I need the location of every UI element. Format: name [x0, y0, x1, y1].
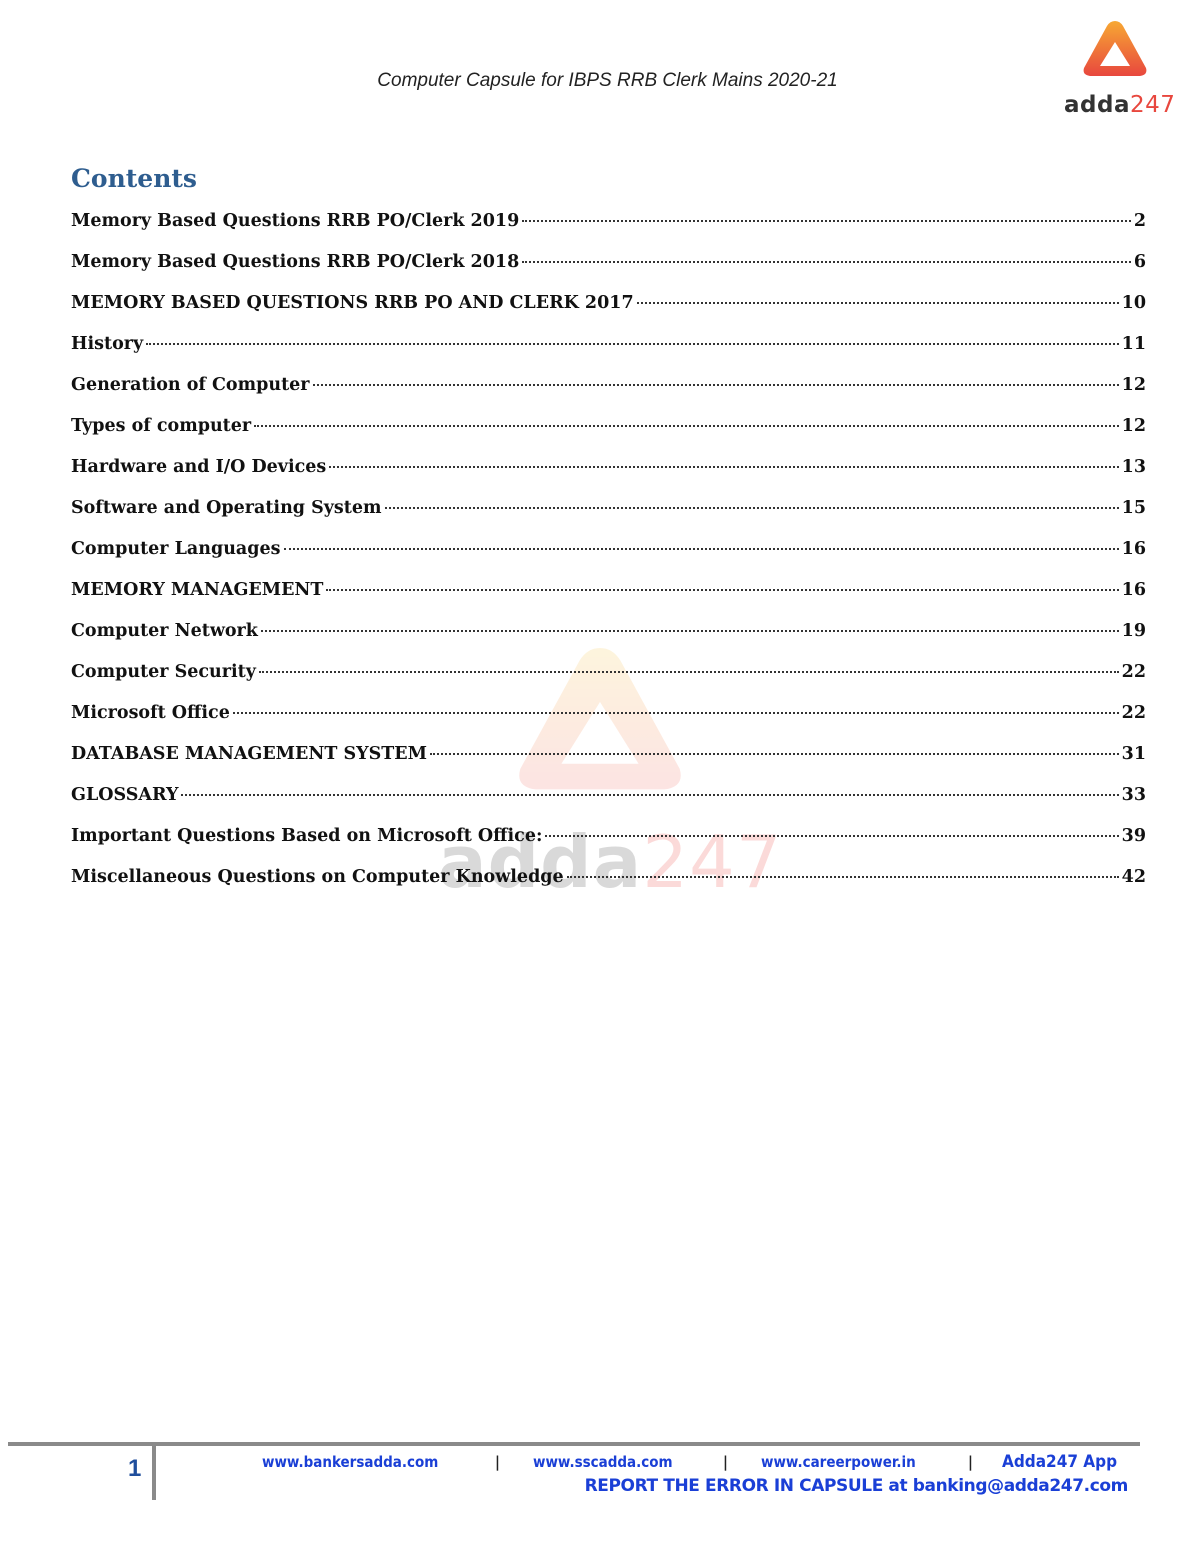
adda247-logo: [1060, 18, 1176, 118]
footer-separator: |: [495, 1453, 500, 1471]
toc-entry-page: 10: [1121, 293, 1146, 313]
toc-entry-page: 13: [1121, 457, 1146, 477]
toc-entry-page: 12: [1121, 375, 1146, 395]
toc-entry[interactable]: [71, 744, 1146, 785]
toc-dot-leader: [254, 425, 1119, 427]
toc-entry-title: MEMORY MANAGEMENT: [71, 580, 324, 600]
toc-entry-page: 22: [1121, 662, 1146, 682]
footer-divider: [8, 1442, 1140, 1446]
document-header-title: Computer Capsule for IBPS RRB Clerk Mains 2020-21: [377, 70, 838, 91]
toc-dot-leader: [329, 466, 1118, 468]
toc-entry-title: Software and Operating System: [71, 498, 382, 518]
toc-dot-leader: [261, 630, 1119, 632]
toc-dot-leader: [181, 794, 1118, 796]
toc-dot-leader: [326, 589, 1118, 591]
toc-entry-page: 19: [1121, 621, 1146, 641]
toc-entry[interactable]: [71, 703, 1146, 744]
toc-dot-leader: [284, 548, 1119, 550]
toc-dot-leader: [313, 384, 1119, 386]
table-of-contents: [71, 211, 1146, 908]
toc-entry-page: 16: [1121, 580, 1146, 600]
toc-entry-title: Memory Based Questions RRB PO/Clerk 2019: [71, 211, 520, 231]
toc-entry[interactable]: [71, 580, 1146, 621]
toc-entry-title: History: [71, 334, 144, 354]
toc-entry-page: 11: [1121, 334, 1146, 354]
watermark-wordmark: adda247: [438, 820, 783, 904]
toc-entry[interactable]: [71, 457, 1146, 498]
footer-link-adda247-app[interactable]: Adda247 App: [1002, 1452, 1118, 1472]
toc-entry-title: Microsoft Office: [71, 703, 230, 723]
toc-entry-title: Important Questions Based on Microsoft Office:: [71, 826, 543, 846]
footer-link-careerpower[interactable]: www.careerpower.in: [761, 1453, 916, 1471]
toc-entry[interactable]: [71, 867, 1146, 908]
footer-link-bankersadda[interactable]: www.bankersadda.com: [262, 1453, 439, 1471]
toc-entry-page: 39: [1121, 826, 1146, 846]
footer-separator: |: [968, 1453, 973, 1471]
footer-vertical-divider: [152, 1446, 156, 1500]
toc-entry-page: 12: [1121, 416, 1146, 436]
toc-dot-leader: [233, 712, 1119, 714]
toc-dot-leader: [567, 876, 1119, 878]
toc-entry-title: Computer Languages: [71, 539, 281, 559]
toc-entry-title: Generation of Computer: [71, 375, 310, 395]
toc-entry[interactable]: [71, 416, 1146, 457]
toc-entry[interactable]: [71, 293, 1146, 334]
toc-entry[interactable]: [71, 826, 1146, 867]
toc-entry-page: 22: [1121, 703, 1146, 723]
toc-dot-leader: [637, 302, 1119, 304]
toc-dot-leader: [259, 671, 1119, 673]
toc-entry-page: 33: [1121, 785, 1146, 805]
toc-entry-page: 6: [1133, 252, 1146, 272]
toc-entry-title: Hardware and I/O Devices: [71, 457, 327, 477]
toc-entry[interactable]: [71, 662, 1146, 703]
toc-entry[interactable]: [71, 375, 1146, 416]
toc-entry[interactable]: [71, 252, 1146, 293]
contents-heading: Contents: [71, 164, 198, 193]
toc-entry-title: Computer Network: [71, 621, 258, 641]
toc-entry[interactable]: [71, 334, 1146, 375]
toc-entry-page: 2: [1133, 211, 1146, 231]
logo-wordmark: adda247: [1064, 92, 1176, 118]
toc-entry-title: Computer Security: [71, 662, 256, 682]
footer-separator: |: [723, 1453, 728, 1471]
toc-entry-title: MEMORY BASED QUESTIONS RRB PO AND CLERK 2017: [71, 293, 634, 313]
toc-entry[interactable]: [71, 621, 1146, 662]
toc-entry-title: GLOSSARY: [71, 785, 179, 805]
footer-links: [262, 1452, 1128, 1472]
footer-report-error[interactable]: REPORT THE ERROR IN CAPSULE at banking@adda247.com: [584, 1476, 1128, 1496]
toc-entry-page: 31: [1121, 744, 1146, 764]
toc-dot-leader: [385, 507, 1119, 509]
toc-dot-leader: [522, 220, 1131, 222]
toc-entry-title: Types of computer: [71, 416, 252, 436]
adda247-logo-icon: [1080, 18, 1150, 80]
toc-entry-title: Miscellaneous Questions on Computer Knowledge: [71, 867, 564, 887]
toc-entry[interactable]: [71, 498, 1146, 539]
toc-entry[interactable]: [71, 539, 1146, 580]
toc-dot-leader: [522, 261, 1131, 263]
page-number: 1: [128, 1455, 142, 1482]
toc-dot-leader: [146, 343, 1118, 345]
toc-entry[interactable]: [71, 785, 1146, 826]
toc-entry[interactable]: [71, 211, 1146, 252]
toc-entry-page: 15: [1121, 498, 1146, 518]
toc-entry-title: DATABASE MANAGEMENT SYSTEM: [71, 744, 428, 764]
toc-entry-page: 42: [1121, 867, 1146, 887]
footer-link-sscadda[interactable]: www.sscadda.com: [533, 1453, 673, 1471]
toc-dot-leader: [430, 753, 1119, 755]
toc-entry-page: 16: [1121, 539, 1146, 559]
toc-entry-title: Memory Based Questions RRB PO/Clerk 2018: [71, 252, 520, 272]
toc-dot-leader: [545, 835, 1118, 837]
